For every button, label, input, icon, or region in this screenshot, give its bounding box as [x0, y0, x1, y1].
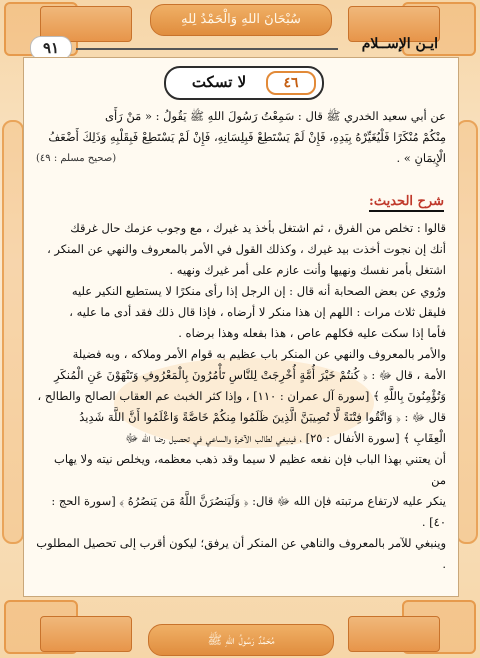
- book-title: ايـن الإســلام: [361, 36, 438, 52]
- page-header: [12, 36, 468, 58]
- paragraph-line: أنك إن نجوت أخذت بيد غيرك ، وكذلك القول في الأمر بالمعروف والنهي عن المنكر ،: [47, 242, 446, 256]
- side-ornament-left: [2, 120, 24, 544]
- hadith-line: مِنْكُمْ مُنْكَرًا فَلْيُغَيِّرْهُ بِيَدِهِ، فَإِنْ لَمْ يَسْتَطِعْ فَبِلِسَانِهِ، فَإِنْ لَمْ يَسْتَطِعْ فَبِقَلْبِهِ وَذَلِكَ أَضْعَفُ: [48, 130, 446, 144]
- paragraph-line: وَتُؤْمِنُونَ بِاللَّهِ ﴾ [سورة آل عمران : ١١٠] ، وإذا كثر الخبث عم العقاب الصالح والطالح ،: [37, 389, 446, 403]
- paragraph-line: فليقل ثلاث مرات : اللهم إن هذا منكر لا أرضاه ، فإذا قال ذلك فقد أدى ما عليه ،: [69, 305, 446, 319]
- page-number: ٩١: [30, 36, 72, 60]
- paragraph-line: اشتغل بأمر نفسك ونهيها وأنت عازم على أمر غيرك ونهيه .: [169, 263, 446, 277]
- top-banner: [150, 4, 332, 36]
- section-heading: شرح الحديث:: [369, 194, 444, 212]
- paragraph-line: الأمة ، قال ﷻ : ﴿ كُنتُمْ خَيْرَ أُمَّةٍ أُخْرِجَتْ لِلنَّاسِ تَأْمُرُونَ بِالْمَعْرُوفِ وَتَنْهَوْنَ عَنِ الْمُنكَرِ: [54, 368, 446, 382]
- chapter-number: ٤٦: [266, 71, 316, 95]
- hadith-text: [24, 106, 458, 169]
- hadith-line: [36, 148, 446, 169]
- text-panel: [23, 57, 459, 597]
- bottom-banner-text: مُحَمَّدٌ رَسُولُ اللهِ ﷺ: [207, 633, 275, 647]
- paragraph-line: والأمر بالمعروف والنهي عن المنكر باب عظيم به قوام الأمر وملاكه ، وبه فضيلة: [72, 347, 446, 361]
- hadith-reference: (صحيح مسلم : ٤٩): [36, 153, 117, 164]
- chapter-title: لا تسكت: [191, 73, 247, 91]
- paragraph-line: وينبغي للآمر بالمعروف والناهي عن المنكر أن يرفق؛ ليكون أقرب إلى تحصيل المطلوب .: [36, 536, 446, 571]
- side-ornament-right: [456, 120, 478, 544]
- top-banner-text: سُبْحَانَ اللهِ وَالْحَمْدُ لِلهِ: [181, 12, 301, 27]
- hadith-line: عن أبي سعيد الخدري ﷺ قال : سَمِعْتُ رَسُولَ اللهِ ﷺ يَقُولُ : « مَنْ رَأَى: [104, 109, 446, 123]
- paragraph-line: أن يعتني بهذا الباب فإن نفعه عظيم لا سيما وقد ذهب معظمه، ويخلص نيته ولا يهاب من: [54, 452, 446, 487]
- paragraph-line: ينكر عليه لارتفاع مرتبته فإن الله ﷻ قال: ﴿ وَلَيَنصُرَنَّ اللَّهُ مَن يَنصُرُهُ ﴾ [سورة الحج : ٤٠] .: [51, 494, 446, 529]
- bottom-banner: [148, 624, 334, 656]
- explanation-text: [24, 218, 458, 575]
- quran-book-icon: [40, 616, 132, 652]
- header-rule: [76, 48, 338, 50]
- paragraph-line: ورُوي عن بعض الصحابة أنه قال : إن الرجل إذا رأى منكرًا لا يستطيع النكير عليه: [71, 284, 446, 298]
- quran-book-icon: [348, 616, 440, 652]
- chapter-title-box: [164, 66, 324, 100]
- paragraph-line: قال ﷻ : ﴿ وَاتَّقُوا فِتْنَةً لَّا تُصِيبَنَّ الَّذِينَ ظَلَمُوا مِنكُمْ خَاصَّةً وَاعْلَمُوا أَنَّ اللَّهَ شَدِيدُ: [79, 410, 446, 424]
- hadith-line-end: الْإِيمَانِ » .: [396, 151, 446, 165]
- paragraph-line: فأما إذا سكت عليه فكلهم عاص ، هذا بفعله وهذا برضاه .: [178, 326, 446, 340]
- paragraph-line: قالوا : تخلص من الفرق ، ثم اشتغل بأخذ يد غيرك ، مع وجوب عزمك حال غرقك: [70, 221, 446, 235]
- paragraph-line: الْعِقَابِ ﴾ [سورة الأنفال : ٢٥] ، فينبغي لطالب الآخرة والساعي في تحصيل رضا الله ﷻ: [125, 431, 446, 445]
